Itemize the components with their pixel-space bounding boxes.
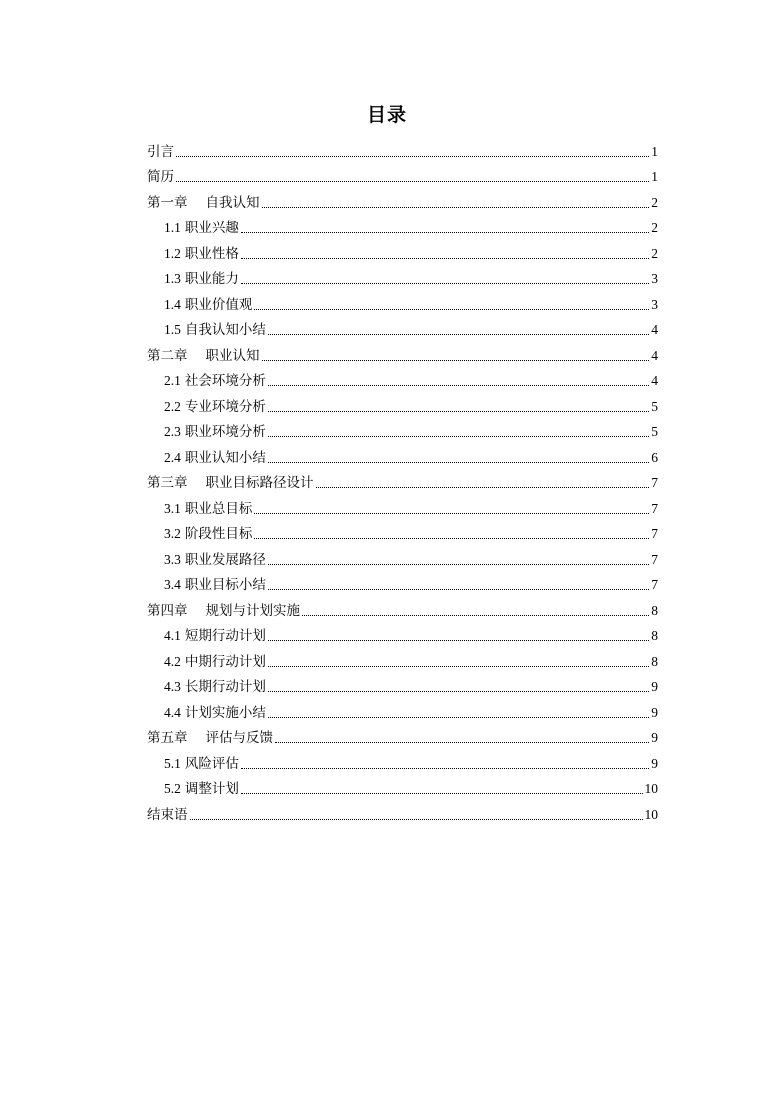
toc-section-entry[interactable] bbox=[147, 645, 658, 671]
dot-leader bbox=[268, 436, 649, 437]
dot-leader bbox=[268, 589, 649, 590]
toc-entry-text: 专业环境分析 bbox=[184, 398, 266, 415]
toc-entry-label bbox=[164, 576, 266, 594]
toc-entry-number: 1.4 bbox=[164, 296, 181, 312]
toc-entry-number: 3.2 bbox=[164, 526, 181, 541]
toc-entry-text: 职业认知小结 bbox=[184, 449, 266, 466]
toc-section-entry[interactable] bbox=[147, 390, 658, 416]
toc-entry-number: 4.4 bbox=[164, 704, 181, 720]
toc-entry-number: 3.3 bbox=[164, 551, 181, 567]
toc-page-number: 7 bbox=[651, 577, 658, 592]
toc-entry-number: 第五章 bbox=[147, 730, 188, 745]
dot-leader bbox=[262, 360, 650, 361]
toc-entry-number: 5.2 bbox=[164, 781, 181, 796]
dot-leader bbox=[268, 411, 649, 412]
dot-leader bbox=[176, 181, 649, 182]
table-of-contents bbox=[147, 135, 658, 824]
toc-page-number: 7 bbox=[651, 551, 658, 567]
toc-entry-text: 阶段性目标 bbox=[184, 526, 253, 542]
dot-leader bbox=[316, 487, 650, 488]
toc-entry-text: 职业目标小结 bbox=[184, 577, 266, 593]
toc-entry-text: 职业环境分析 bbox=[184, 424, 266, 440]
toc-entry-label bbox=[147, 168, 174, 186]
toc-entry-text: 职业能力 bbox=[184, 271, 239, 287]
toc-page-number: 9 bbox=[651, 679, 658, 694]
toc-entry-number: 2.3 bbox=[164, 424, 181, 439]
toc-entry-text: 中期行动计划 bbox=[184, 653, 266, 670]
toc-entry-text: 职业发展路径 bbox=[184, 551, 266, 568]
page-title: 目录 bbox=[366, 104, 407, 126]
toc-entry-label bbox=[164, 321, 266, 339]
dot-leader bbox=[254, 513, 649, 514]
toc-section-entry[interactable] bbox=[147, 263, 658, 289]
dot-leader bbox=[268, 564, 649, 565]
toc-entry-label bbox=[164, 270, 239, 288]
toc-chapter-entry[interactable] bbox=[147, 161, 658, 187]
toc-section-entry[interactable] bbox=[147, 416, 658, 442]
dot-leader bbox=[254, 538, 649, 539]
toc-entry-label bbox=[164, 245, 239, 263]
toc-page-number: 1 bbox=[651, 169, 658, 184]
toc-entry-text: 规划与计划实施 bbox=[205, 602, 300, 619]
toc-section-entry[interactable] bbox=[147, 365, 658, 391]
toc-page-number: 5 bbox=[651, 424, 658, 439]
toc-section-entry[interactable] bbox=[147, 237, 658, 263]
toc-section-entry[interactable] bbox=[147, 773, 658, 799]
toc-entry-text: 长期行动计划 bbox=[184, 679, 266, 695]
toc-page-number: 7 bbox=[651, 500, 658, 516]
toc-section-entry[interactable] bbox=[147, 543, 658, 569]
toc-entry-number: 2.2 bbox=[164, 398, 181, 414]
toc-page-number: 1 bbox=[651, 143, 658, 159]
toc-entry-label bbox=[147, 194, 260, 212]
toc-page-number: 7 bbox=[651, 475, 658, 490]
toc-page-number: 9 bbox=[651, 704, 658, 720]
toc-section-entry[interactable] bbox=[147, 212, 658, 238]
toc-entry-number: 4.3 bbox=[164, 679, 181, 694]
toc-section-entry[interactable] bbox=[147, 441, 658, 467]
toc-section-entry[interactable] bbox=[147, 747, 658, 773]
dot-leader bbox=[241, 793, 643, 794]
toc-entry-label bbox=[164, 219, 239, 237]
toc-entry-text: 调整计划 bbox=[184, 781, 239, 797]
dot-leader bbox=[268, 717, 649, 718]
toc-chapter-entry[interactable] bbox=[147, 722, 658, 748]
toc-section-entry[interactable] bbox=[147, 288, 658, 314]
toc-entry-number: 2.1 bbox=[164, 373, 181, 388]
dot-leader bbox=[268, 666, 649, 667]
dot-leader bbox=[275, 742, 649, 743]
dot-leader bbox=[241, 768, 649, 769]
toc-entry-text: 计划实施小结 bbox=[184, 704, 266, 721]
toc-entry-label bbox=[164, 372, 266, 390]
toc-entry-text: 职业目标路径设计 bbox=[205, 475, 314, 491]
toc-page-number: 3 bbox=[651, 271, 658, 286]
toc-entry-number: 2.4 bbox=[164, 449, 181, 465]
toc-entry-number: 5.1 bbox=[164, 755, 181, 771]
toc-chapter-entry[interactable] bbox=[147, 594, 658, 620]
toc-section-entry[interactable] bbox=[147, 696, 658, 722]
toc-chapter-entry[interactable] bbox=[147, 798, 658, 824]
dot-leader bbox=[268, 691, 649, 692]
toc-entry-label bbox=[164, 449, 266, 467]
dot-leader bbox=[268, 462, 649, 463]
toc-chapter-entry[interactable] bbox=[147, 135, 658, 161]
toc-page-number: 8 bbox=[651, 653, 658, 669]
toc-section-entry[interactable] bbox=[147, 671, 658, 697]
toc-entry-text: 短期行动计划 bbox=[184, 628, 266, 644]
toc-entry-number: 第四章 bbox=[147, 602, 188, 618]
toc-entry-text: 结束语 bbox=[147, 806, 188, 823]
toc-entry-number: 1.3 bbox=[164, 271, 181, 286]
toc-entry-number: 4.2 bbox=[164, 653, 181, 669]
toc-page-number: 4 bbox=[651, 373, 658, 388]
toc-entry-label bbox=[164, 678, 266, 696]
toc-chapter-entry[interactable] bbox=[147, 186, 658, 212]
toc-entry-number: 1.5 bbox=[164, 322, 181, 337]
toc-entry-text: 简历 bbox=[147, 169, 174, 185]
toc-entry-number: 3.4 bbox=[164, 577, 181, 592]
toc-section-entry[interactable] bbox=[147, 518, 658, 544]
toc-page-number: 2 bbox=[651, 194, 658, 210]
toc-entry-label bbox=[164, 627, 266, 645]
toc-entry-label bbox=[164, 653, 266, 671]
dot-leader bbox=[268, 640, 649, 641]
toc-entry-number: 第一章 bbox=[147, 194, 188, 210]
toc-entry-number: 1.2 bbox=[164, 245, 181, 261]
toc-page-number: 4 bbox=[651, 347, 658, 363]
toc-page-number: 3 bbox=[651, 296, 658, 312]
toc-entry-text: 自我认知 bbox=[205, 194, 260, 211]
toc-entry-text: 自我认知小结 bbox=[184, 322, 266, 338]
dot-leader bbox=[241, 232, 649, 233]
toc-section-entry[interactable] bbox=[147, 492, 658, 518]
toc-page-number: 9 bbox=[651, 755, 658, 771]
toc-entry-text: 引言 bbox=[147, 143, 174, 160]
toc-page-number: 2 bbox=[651, 220, 658, 235]
toc-chapter-entry[interactable] bbox=[147, 467, 658, 493]
toc-entry-label bbox=[147, 602, 300, 620]
toc-entry-label bbox=[147, 729, 273, 747]
dot-leader bbox=[254, 309, 649, 310]
toc-section-entry[interactable] bbox=[147, 620, 658, 646]
toc-page-number: 6 bbox=[651, 449, 658, 465]
toc-page-number: 8 bbox=[651, 602, 658, 618]
toc-entry-label bbox=[164, 551, 266, 569]
toc-entry-label bbox=[164, 755, 239, 773]
toc-entry-label bbox=[164, 423, 266, 441]
toc-entry-label bbox=[164, 780, 239, 798]
toc-entry-text: 职业认知 bbox=[205, 347, 260, 364]
toc-entry-text: 职业价值观 bbox=[184, 296, 253, 313]
toc-entry-number: 第二章 bbox=[147, 347, 188, 363]
toc-section-entry[interactable] bbox=[147, 314, 658, 340]
toc-entry-label bbox=[147, 143, 174, 161]
toc-entry-label bbox=[164, 525, 252, 543]
dot-leader bbox=[190, 819, 643, 820]
toc-entry-text: 职业总目标 bbox=[184, 500, 253, 517]
toc-page-number: 2 bbox=[651, 245, 658, 261]
dot-leader bbox=[241, 258, 649, 259]
dot-leader bbox=[268, 334, 649, 335]
dot-leader bbox=[302, 615, 649, 616]
toc-page-number: 7 bbox=[651, 526, 658, 541]
toc-entry-label bbox=[164, 704, 266, 722]
toc-page-number: 5 bbox=[651, 398, 658, 414]
toc-page-number: 10 bbox=[644, 806, 658, 822]
toc-entry-text: 评估与反馈 bbox=[205, 730, 273, 746]
dot-leader bbox=[176, 156, 649, 157]
toc-entry-label bbox=[147, 347, 260, 365]
toc-page-number: 4 bbox=[651, 322, 658, 337]
toc-entry-label bbox=[164, 296, 252, 314]
toc-entry-label bbox=[164, 500, 252, 518]
toc-entry-text: 社会环境分析 bbox=[184, 373, 266, 389]
toc-entry-number: 4.1 bbox=[164, 628, 181, 643]
toc-chapter-entry[interactable] bbox=[147, 339, 658, 365]
toc-entry-number: 第三章 bbox=[147, 475, 188, 490]
dot-leader bbox=[241, 283, 649, 284]
toc-entry-text: 职业兴趣 bbox=[184, 220, 239, 236]
toc-entry-number: 1.1 bbox=[164, 220, 181, 235]
toc-entry-label bbox=[147, 806, 188, 824]
toc-section-entry[interactable] bbox=[147, 569, 658, 595]
dot-leader bbox=[268, 385, 649, 386]
toc-page-number: 8 bbox=[651, 628, 658, 643]
dot-leader bbox=[262, 207, 650, 208]
toc-entry-label bbox=[164, 398, 266, 416]
toc-entry-text: 职业性格 bbox=[184, 245, 239, 262]
toc-page-number: 10 bbox=[644, 781, 658, 796]
toc-entry-text: 风险评估 bbox=[184, 755, 239, 772]
toc-entry-label bbox=[147, 474, 314, 492]
toc-page-number: 9 bbox=[651, 730, 658, 745]
toc-entry-number: 3.1 bbox=[164, 500, 181, 516]
